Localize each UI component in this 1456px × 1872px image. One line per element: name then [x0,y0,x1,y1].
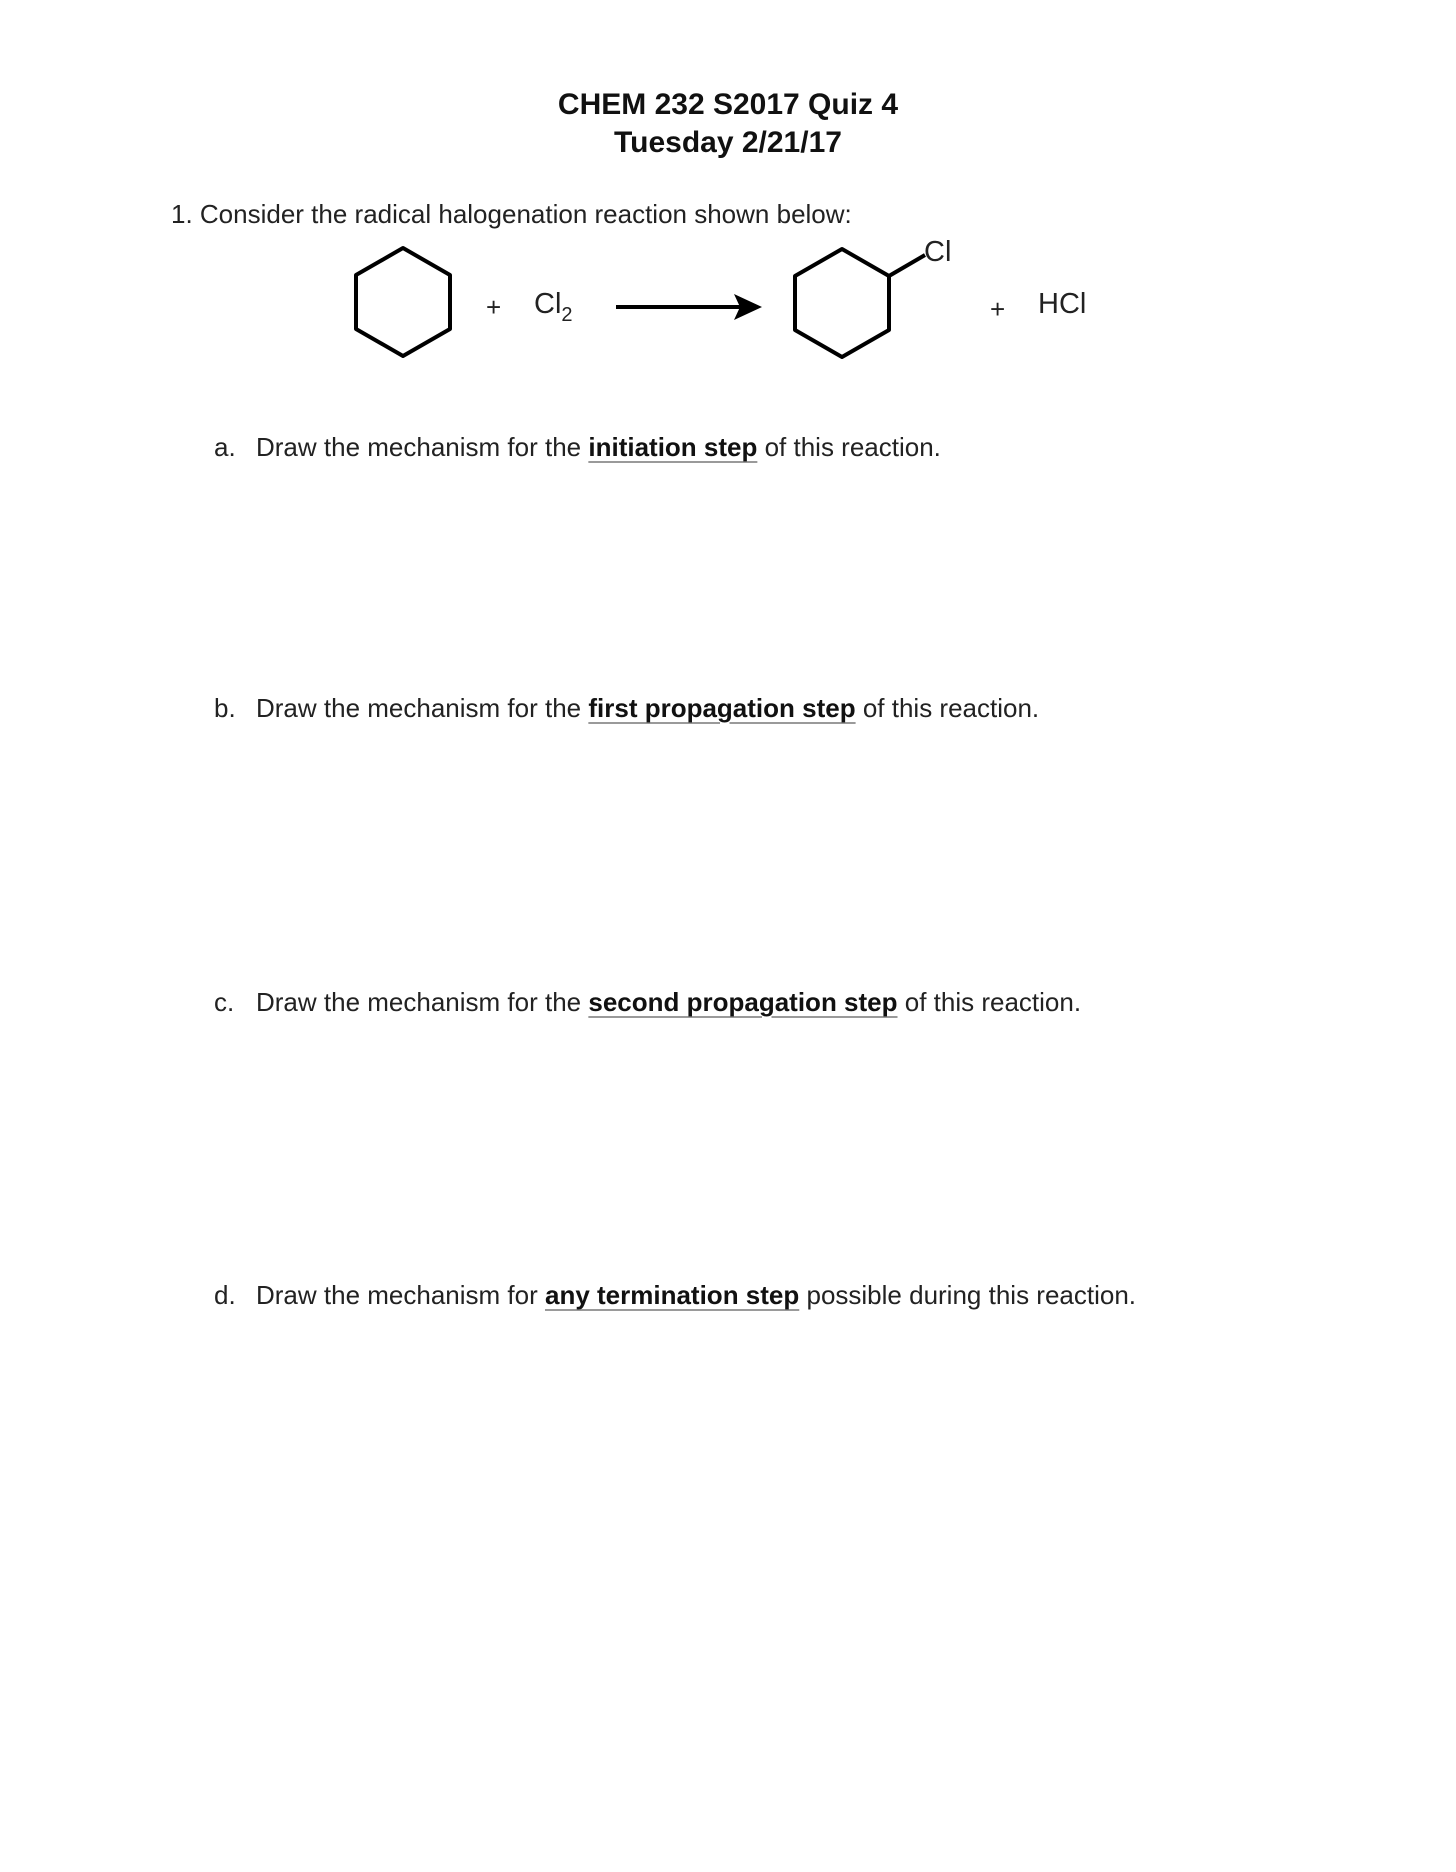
part-text-end: of this reaction. [855,693,1040,723]
part-text-end: possible during this reaction. [799,1280,1137,1310]
reagent-subscript: 2 [561,304,573,326]
part-emphasis: initiation step [588,432,758,462]
question-1-prompt: 1. Consider the radical halogenation reaction shown below: [171,199,852,229]
part-emphasis: any termination step [544,1280,800,1310]
part-a-prompt [214,431,941,463]
part-text: Draw the mechanism for [256,1280,545,1310]
cyclohexane-ring [356,248,450,356]
part-text-end: of this reaction. [757,432,941,462]
plus-sign-2: + [990,294,1006,324]
part-b-prompt [214,692,1039,724]
chloro-substituent: Cl [924,236,952,268]
reagent-symbol: Cl [534,288,562,320]
part-d-prompt [214,1279,1136,1311]
reaction-scheme [0,235,1456,365]
part-c-prompt [214,986,1081,1018]
part-letter: a. [214,432,236,462]
quiz-title: CHEM 232 S2017 Quiz 4 [557,88,899,121]
c-cl-bond [889,255,925,276]
part-text: Draw the mechanism for the [256,987,589,1017]
chlorine-reagent [534,287,573,324]
part-text: Draw the mechanism for the [256,432,589,462]
chlorocyclohexane-ring [795,249,889,357]
part-letter: d. [214,1280,236,1310]
quiz-date: Tuesday 2/21/17 [614,126,842,159]
part-text: Draw the mechanism for the [256,693,589,723]
part-emphasis: second propagation step [588,987,898,1017]
part-letter: c. [214,987,235,1017]
part-letter: b. [214,693,236,723]
hcl-byproduct: HCl [1038,288,1087,320]
plus-sign-1: + [486,292,502,322]
part-emphasis: first propagation step [588,693,856,723]
part-text-end: of this reaction. [897,987,1082,1017]
reaction-drawing [0,235,1456,365]
